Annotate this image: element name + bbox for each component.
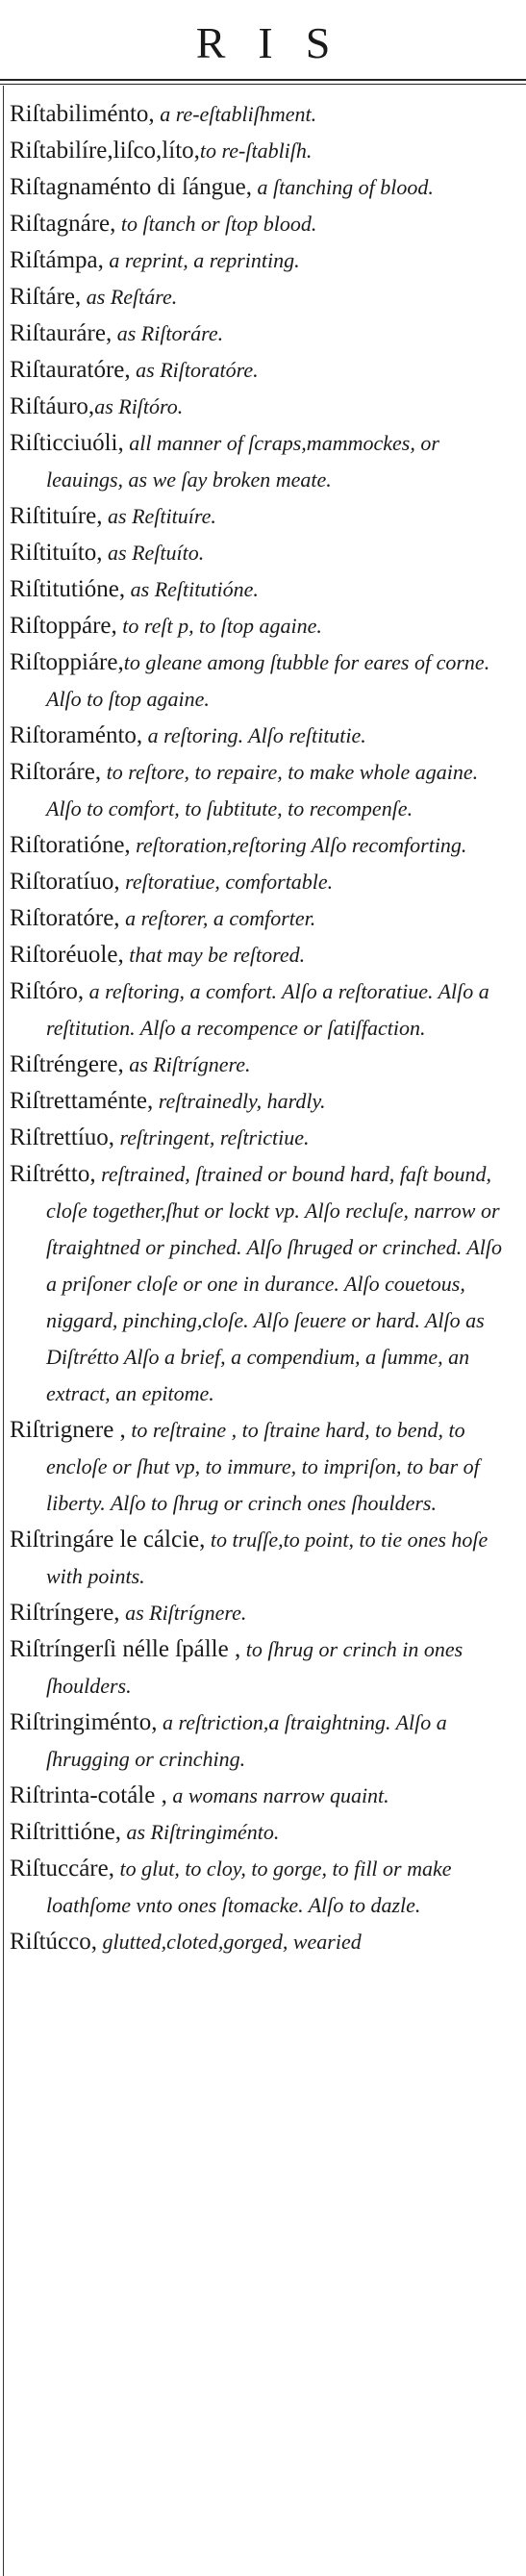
headword: Riſtoratióne, [10,832,131,858]
dictionary-entry [10,1595,517,1631]
headword: Riſtóro, [10,978,85,1004]
dictionary-entry [10,133,517,169]
definition: a re-eſtabliſhment. [154,102,317,126]
definition: that may be reſtored. [123,943,306,967]
definition: to truſſe,to point, to tie ones hoſe with points. [46,1528,488,1588]
headword: Riſtuccáre, [10,1856,114,1881]
headword: Riſtrignere , [10,1417,126,1443]
dictionary-entry [10,754,517,827]
running-head: RIS [195,18,363,67]
definition: to gleane among ſtubble for eares of corne. Alſo to ſtop againe. [46,650,490,711]
headword: Riſtauratóre, [10,357,131,383]
dictionary-entry [10,389,517,425]
dictionary-entry [10,571,517,608]
headword: Riſtúcco, [10,1929,97,1955]
headword: Riſtagnáre, [10,211,116,237]
definition: to ſtanch or ſtop blood. [115,212,317,236]
dictionary-entry [10,96,517,133]
headword: Riſtitutióne, [10,576,126,602]
dictionary-entry [10,937,517,973]
headword: Riſtringiménto, [10,1709,158,1735]
definition: a reprint, a reprinting. [103,248,300,272]
headword: Riſtituíre, [10,503,103,529]
headword: Riſtríngere, [10,1600,120,1626]
definition: as Riſtrígnere. [119,1601,247,1625]
dictionary-entry [10,1705,517,1778]
headword: Riſtrittióne, [10,1819,121,1845]
headword: Riſtringáre le cálcie, [10,1527,206,1553]
dictionary-entry [10,608,517,644]
dictionary-entry [10,1120,517,1156]
definition: a reſtorer, a comforter. [119,906,316,930]
dictionary-entry [10,1156,517,1412]
headword: Riſtoráre, [10,759,102,785]
dictionary-entry [10,242,517,279]
headword: Riſtrettaménte, [10,1088,154,1114]
dictionary-entry [10,206,517,242]
headword: Riſtrétto, [10,1161,96,1187]
header-rule [0,79,526,81]
headword: Riſtoréuole, [10,942,124,968]
dictionary-entry [10,718,517,754]
definition: a reſtoring. Alſo reſtitutie. [142,723,366,747]
definition: glutted,cloted,gorged, wearied [96,1930,362,1954]
definition: as Riſtrígnere. [123,1052,251,1076]
dictionary-entry [10,1631,517,1705]
dictionary-entry [10,827,517,864]
dictionary-entry [10,973,517,1047]
headword: Riſtagnaménto di ſángue, [10,174,253,200]
definition: as Riſtoráre. [112,321,224,345]
definition: as Reſtáre. [81,285,178,309]
headword: Riſtoppiáre, [10,649,124,675]
dictionary-entry [10,352,517,389]
page-header [0,0,526,77]
headword: Riſtáre, [10,284,82,310]
definition: a ſtanching of blood. [252,175,434,199]
dictionary-entry [10,498,517,535]
headword: Riſtoratíuo, [10,869,120,895]
headword: Riſtoppáre, [10,613,117,639]
dictionary-entry [10,1924,517,1960]
definition: as Reſtitutióne. [125,577,259,601]
dictionary-entry [10,316,517,352]
dictionary-entry [10,425,517,498]
headword: Riſtríngerſi nélle ſpálle , [10,1636,241,1662]
dictionary-entry [10,1412,517,1522]
column-rule [3,86,4,2576]
definition: a reſtriction,a ſtraightning. Alſo a ſhrugging or crinching. [46,1710,447,1771]
dictionary-entry [10,535,517,571]
headword: Riſtréngere, [10,1051,124,1077]
definition: a womans narrow quaint. [166,1783,389,1807]
dictionary-entry [10,1047,517,1083]
definition: all manner of ſcraps,mammockes, or leauings, as we ſay broken meate. [46,431,439,492]
definition: reſtrained, ſtrained or bound hard, faſt bound, cloſe together,ſhut or lockt vp. Alſo recluſe, narrow or ſtraightned or pinched. Alſo ſhruged or crinched. Alſo a priſoner cloſe or one in durance. Alſo couetous, niggard, pinching,cloſe. Alſo ſeuere or hard. Alſo as Diſtrétto Alſo a brief, a compendium, a ſumme, an extract, an epitome. [46,1162,502,1405]
definition: a reſtoring, a comfort. Alſo a reſtoratiue. Alſo a reſtitution. Alſo a recompence or ſatiſfaction. [46,979,489,1040]
dictionary-entry [10,279,517,316]
dictionary-entry [10,644,517,718]
dictionary-entry [10,169,517,206]
dictionary-entry [10,1778,517,1814]
definition: reſtringent, reſtrictiue. [114,1125,310,1149]
headword: Riſtituíto, [10,540,103,566]
dictionary-entry [10,1814,517,1851]
definition: to re-ſtabliſh. [199,139,313,163]
dictionary-entry [10,900,517,937]
headword: Riſtabiliménto, [10,101,155,127]
headword: Riſtoratóre, [10,905,120,931]
dictionary-entry [10,864,517,900]
headword: Riſtauráre, [10,320,113,346]
headword: Riſtáuro, [10,393,95,419]
definition: to reſt p, to ſtop againe. [116,614,322,638]
definition: to ſhrug or crinch in ones ſhoulders. [46,1637,463,1698]
dictionary-entry [10,1522,517,1595]
definition: as Reſtuíto. [102,541,205,565]
headword: Riſtámpa, [10,247,104,273]
definition: to reſtraine , to ſtraine hard, to bend, to encloſe or ſhut vp, to immure, to impriſon, to bar of liberty. Alſo to ſhrug or crinch ones ſhoulders. [46,1418,480,1515]
definition: as Riſtringiménto. [120,1820,280,1844]
definition: reſtoration,reſtoring Alſo recomforting. [130,833,467,857]
definition: to glut, to cloy, to gorge, to fill or make loathſome vnto ones ſtomacke. Alſo to dazle. [46,1856,452,1917]
dictionary-entry [10,1851,517,1924]
headword: Riſtrettíuo, [10,1124,115,1150]
definition: as Riſtóro. [94,394,184,418]
entry-list [10,96,517,1960]
headword: Riſtabilíre,liſco,líto, [10,138,200,164]
definition: reſtoratiue, comfortable. [119,870,334,894]
definition: as Riſtoratóre. [130,358,259,382]
definition: reſtrainedly, hardly. [153,1089,326,1113]
definition: to reſtore, to repaire, to make whole againe. Alſo to comfort, to ſubtitute, to recompenſe. [46,760,479,821]
dictionary-entry [10,1083,517,1120]
headword: Riſtoraménto, [10,722,143,748]
headword: Riſticciuóli, [10,430,124,456]
headword: Riſtrinta-cotále , [10,1782,167,1808]
definition: as Reſtituíre. [102,504,216,528]
header-rule-thin [0,84,526,85]
